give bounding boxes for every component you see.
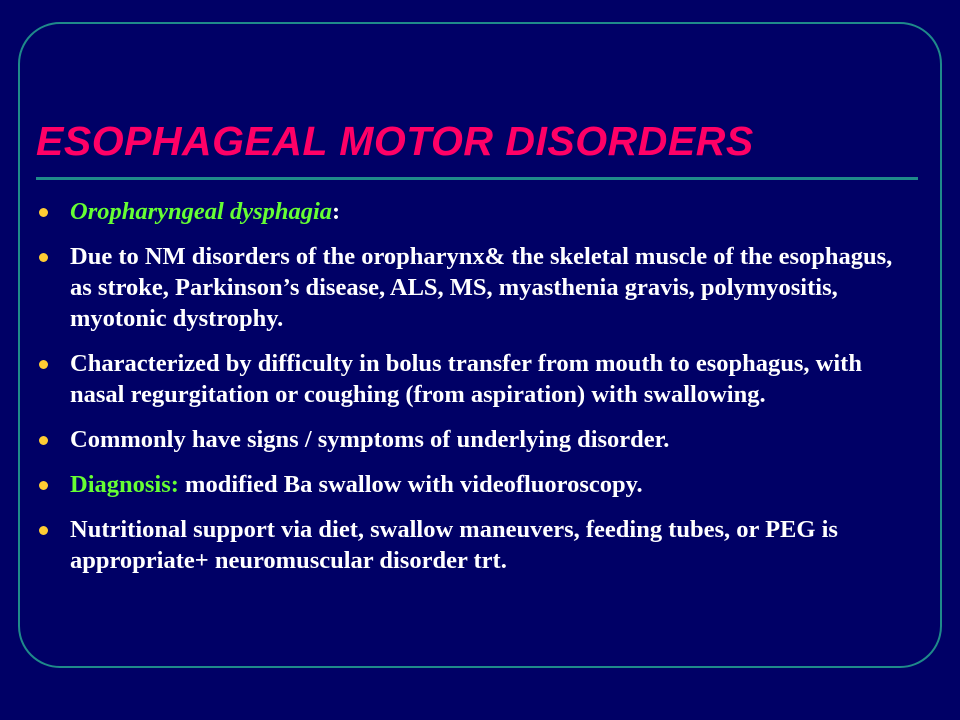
bullet-dot-icon — [39, 481, 48, 490]
bullet-dot-icon — [39, 253, 48, 262]
bullet-highlight: Oropharyngeal dysphagia — [70, 198, 333, 225]
title-divider — [36, 177, 918, 180]
bullet-item — [36, 348, 916, 410]
bullet-item — [36, 241, 916, 334]
bullet-list — [36, 196, 916, 590]
bullet-text: Commonly have signs / symptoms of underlying disorder. — [70, 426, 670, 453]
bullet-item — [36, 514, 916, 576]
bullet-text: : — [332, 198, 341, 225]
bullet-dot-icon — [39, 360, 48, 369]
bullet-item — [36, 424, 916, 455]
bullet-item — [36, 196, 916, 227]
bullet-text: Characterized by difficulty in bolus transfer from mouth to esophagus, with nasal regurgitation or coughing (from aspiration) with swallowing. — [70, 350, 862, 408]
bullet-text: Due to NM disorders of the oropharynx& the skeletal muscle of the esophagus, as stroke, Parkinson’s disease, ALS, MS, myasthenia gravis, polymyositis, myotonic dystrophy. — [70, 243, 893, 332]
bullet-text: modified Ba swallow with videofluoroscopy. — [178, 471, 643, 498]
bullet-dot-icon — [39, 526, 48, 535]
bullet-dot-icon — [39, 208, 48, 217]
bullet-item — [36, 469, 916, 500]
bullet-text: Nutritional support via diet, swallow maneuvers, feeding tubes, or PEG is appropriate+ neuromuscular disorder trt. — [70, 516, 838, 574]
slide-title: ESOPHAGEAL MOTOR DISORDERS — [36, 118, 754, 164]
bullet-dot-icon — [39, 436, 48, 445]
bullet-highlight: Diagnosis: — [70, 471, 179, 498]
